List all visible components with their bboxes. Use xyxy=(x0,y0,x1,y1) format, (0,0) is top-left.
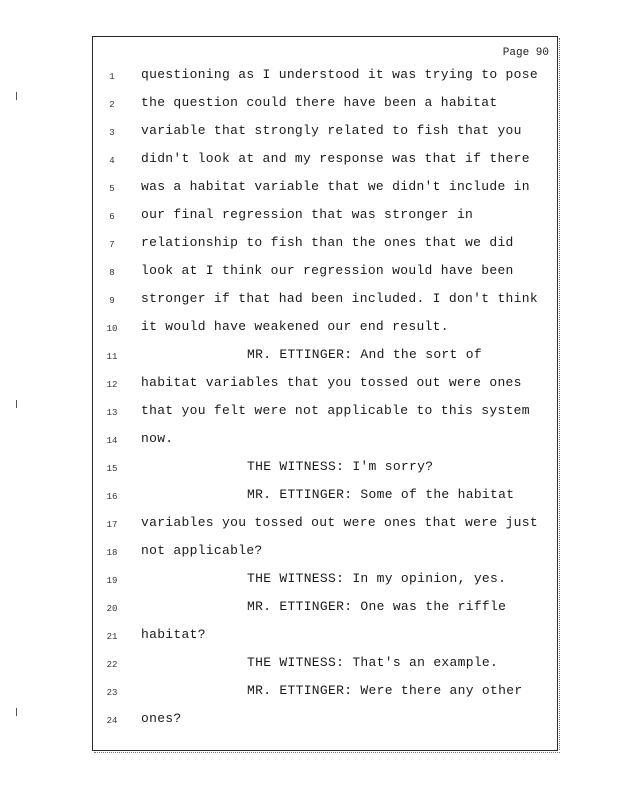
line-text: MR. ETTINGER: Were there any other xyxy=(247,683,523,698)
margin-mark-middle xyxy=(16,400,20,408)
line-number: 5 xyxy=(109,184,115,194)
line-number: 24 xyxy=(106,716,118,726)
line-number: 6 xyxy=(109,212,115,222)
line-number: 21 xyxy=(106,632,118,642)
line-number: 10 xyxy=(106,324,118,334)
line-text: the question could there have been a habitat xyxy=(141,95,498,110)
line-number: 19 xyxy=(106,576,118,586)
line-text: habitat? xyxy=(141,627,206,642)
line-text: questioning as I understood it was trying to pose xyxy=(141,67,538,82)
line-text: MR. ETTINGER: Some of the habitat xyxy=(247,487,515,502)
page-edge-right xyxy=(559,38,562,750)
line-text: look at I think our regression would have been xyxy=(141,263,514,278)
line-number: 17 xyxy=(106,520,118,530)
line-text: MR. ETTINGER: One was the riffle xyxy=(247,599,507,614)
line-text: variables you tossed out were ones that were just xyxy=(141,515,538,530)
line-number: 12 xyxy=(106,380,118,390)
line-text: relationship to fish than the ones that we did xyxy=(141,235,514,250)
line-number: 4 xyxy=(109,156,115,166)
line-text: now. xyxy=(141,431,174,446)
line-text: that you felt were not applicable to this system xyxy=(141,403,530,418)
line-number: 13 xyxy=(106,408,118,418)
line-text: was a habitat variable that we didn't include in xyxy=(141,179,530,194)
margin-mark-top xyxy=(16,92,20,100)
line-text: THE WITNESS: In my opinion, yes. xyxy=(247,571,507,586)
line-text: stronger if that had been included. I don't think xyxy=(141,291,538,306)
line-number: 9 xyxy=(109,296,115,306)
line-text: variable that strongly related to fish that you xyxy=(141,123,522,138)
line-text: habitat variables that you tossed out were ones xyxy=(141,375,522,390)
line-number: 1 xyxy=(109,72,115,82)
line-text: didn't look at and my response was that if there xyxy=(141,151,530,166)
line-text: MR. ETTINGER: And the sort of xyxy=(247,347,482,362)
line-text: THE WITNESS: I'm sorry? xyxy=(247,459,434,474)
line-text: not applicable? xyxy=(141,543,263,558)
line-number: 11 xyxy=(106,352,118,362)
line-text: THE WITNESS: That's an example. xyxy=(247,655,499,670)
line-number: 18 xyxy=(106,548,118,558)
line-number: 15 xyxy=(106,464,118,474)
line-number: 14 xyxy=(106,436,118,446)
line-number: 2 xyxy=(109,100,115,110)
line-number: 8 xyxy=(109,268,115,278)
line-number: 20 xyxy=(106,604,118,614)
line-text: it would have weakened our end result. xyxy=(141,319,449,334)
transcript-page xyxy=(92,36,558,751)
margin-mark-bottom xyxy=(16,708,20,716)
line-number: 23 xyxy=(106,688,118,698)
line-text: ones? xyxy=(141,711,182,726)
page-edge-bottom xyxy=(94,752,560,755)
line-text: our final regression that was stronger in xyxy=(141,207,474,222)
line-number: 22 xyxy=(106,660,118,670)
line-number: 3 xyxy=(109,128,115,138)
page-number: Page 90 xyxy=(502,47,549,59)
line-number: 7 xyxy=(109,240,115,250)
line-number: 16 xyxy=(106,492,118,502)
